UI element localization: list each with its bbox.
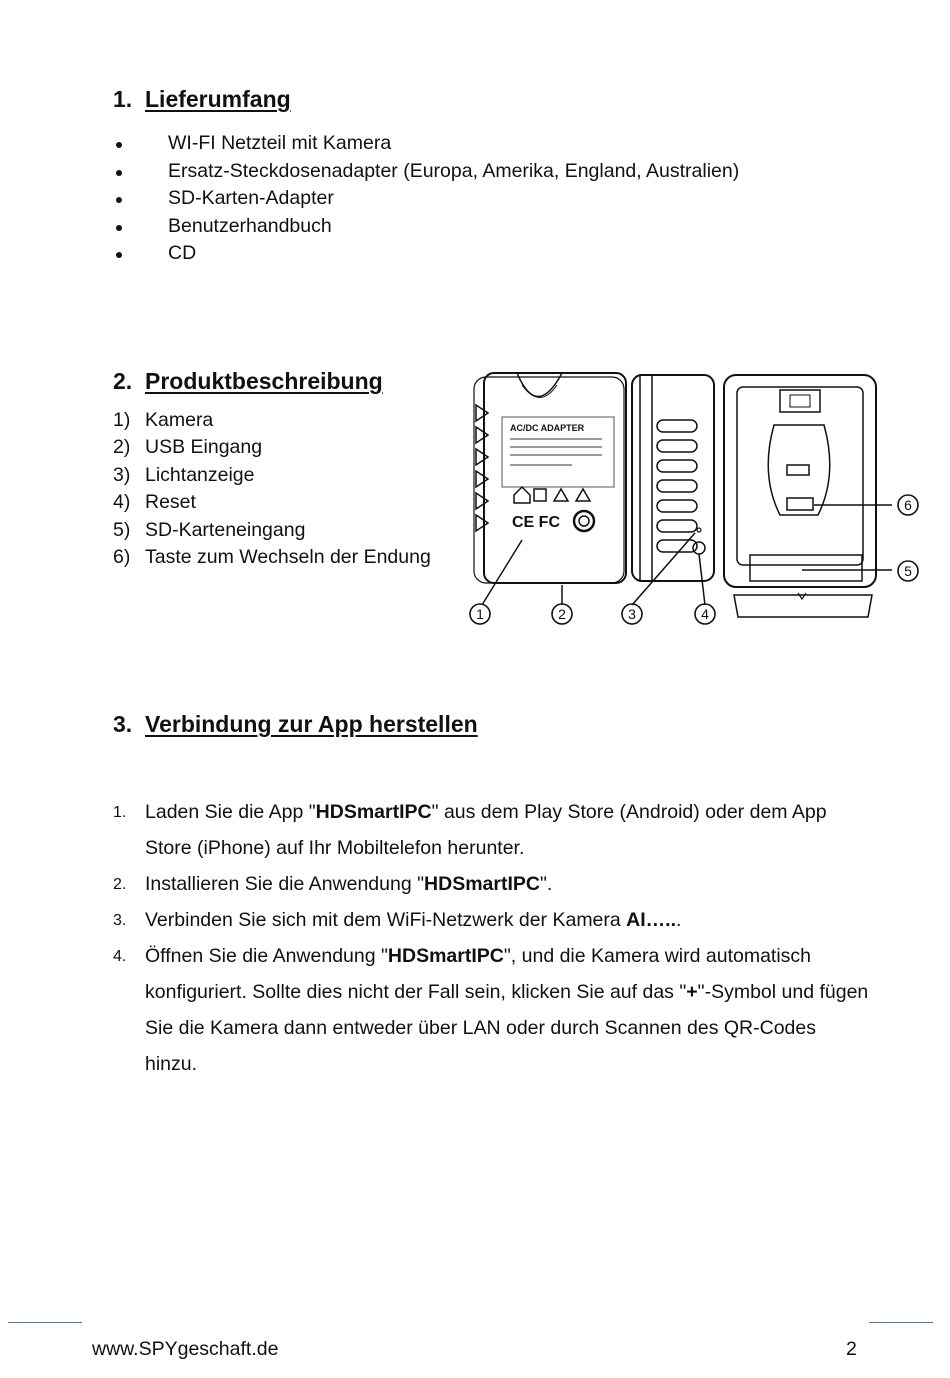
back-view	[724, 375, 892, 617]
callout-label: 2	[558, 606, 566, 622]
delivery-contents-list	[113, 130, 739, 268]
list-item	[113, 434, 431, 461]
step-text: " aus dem Play Store (Android) oder dem App Store (iPhone) auf Ihr Mobiltelefon herunter.	[145, 801, 827, 859]
step-text: Öffnen Sie die Anwendung "	[145, 945, 388, 967]
callout-label: 1	[476, 606, 484, 622]
step-number: 1.	[113, 804, 127, 821]
front-view	[474, 373, 626, 605]
footer-website: www.SPYgeschaft.de	[92, 1338, 279, 1360]
step-text: ", und die Kamera wird automatisch konfiguriert. Sollte dies nicht der Fall sein, klicken Sie auf das "	[145, 945, 812, 1003]
step-number: 4.	[113, 948, 127, 965]
part-label: SD-Karteneingang	[145, 518, 306, 541]
part-number: 2)	[113, 436, 131, 459]
step-number: 2.	[113, 876, 127, 893]
bullet-icon	[116, 197, 122, 203]
network-name: AI…..	[626, 909, 677, 931]
bullet-icon	[116, 170, 122, 176]
list-item-text: SD-Karten-Adapter	[168, 187, 334, 209]
page-number: 2	[846, 1338, 857, 1360]
section-heading-app-verbindung	[113, 711, 478, 738]
adapter-label: AC/DC ADAPTER	[510, 423, 585, 433]
section-heading-produktbeschreibung	[113, 368, 383, 395]
callout-label: 3	[628, 606, 636, 622]
list-item-text: Ersatz-Steckdosenadapter (Europa, Amerika, England, Australien)	[168, 159, 740, 182]
step-text: Verbinden Sie sich mit dem WiFi-Netzwerk der Kamera	[145, 909, 627, 931]
list-item-text: CD	[168, 242, 197, 264]
list-item	[113, 544, 431, 571]
list-item	[113, 462, 431, 489]
callout-label: 4	[701, 606, 709, 622]
list-item-text: WI-FI Netzteil mit Kamera	[168, 132, 392, 154]
part-label: Kamera	[145, 409, 214, 431]
part-number: 1)	[113, 409, 131, 431]
app-name: HDSmartIPC	[424, 873, 540, 895]
step-text: Installieren Sie die Anwendung "	[145, 873, 425, 895]
footer-rule-right	[869, 1322, 933, 1323]
step-number: 3.	[113, 912, 127, 929]
section-title: Produktbeschreibung	[145, 368, 383, 394]
list-item	[113, 185, 739, 213]
list-item	[113, 130, 739, 158]
footer-rule-left	[8, 1322, 82, 1323]
bullet-icon	[116, 252, 122, 258]
list-item	[113, 866, 873, 902]
part-label: Lichtanzeige	[145, 463, 255, 486]
part-label: USB Eingang	[145, 436, 263, 459]
bullet-icon	[116, 225, 122, 231]
app-setup-steps	[113, 794, 873, 1082]
section-title: Lieferumfang	[145, 86, 291, 112]
step-text: ".	[539, 873, 553, 895]
side-view	[632, 375, 714, 605]
device-illustration	[462, 365, 932, 635]
list-item	[113, 158, 739, 186]
callout-label: 6	[904, 497, 912, 513]
list-item	[113, 794, 873, 866]
section-heading-lieferumfang	[113, 86, 291, 113]
list-item	[113, 407, 431, 434]
list-item-text: Benutzerhandbuch	[168, 214, 332, 237]
app-name: HDSmartIPC	[315, 801, 432, 823]
section-number: 1.	[113, 86, 133, 112]
part-number: 4)	[113, 491, 131, 514]
plus-symbol: +	[686, 981, 698, 1003]
list-item	[113, 517, 431, 544]
product-parts-list	[113, 407, 431, 571]
list-item	[113, 938, 873, 1082]
part-number: 5)	[113, 518, 131, 541]
ce-fc-mark: CE FC	[512, 514, 560, 531]
list-item	[113, 213, 739, 241]
step-text: Laden Sie die App "	[145, 801, 316, 823]
app-name: HDSmartIPC	[387, 945, 504, 967]
list-item	[113, 240, 739, 268]
part-number: 3)	[113, 463, 131, 486]
part-label: Taste zum Wechseln der Endung	[145, 545, 431, 568]
section-title: Verbindung zur App herstellen	[145, 711, 478, 737]
part-label: Reset	[145, 491, 196, 514]
callout-label: 5	[904, 563, 912, 579]
section-number: 3.	[113, 711, 133, 737]
bullet-icon	[116, 142, 122, 148]
list-item	[113, 489, 431, 516]
step-text: "-Symbol und fügen Sie die Kamera dann entweder über LAN oder durch Scannen des QR-Codes hinzu.	[145, 981, 869, 1075]
step-text: .	[676, 909, 682, 931]
section-number: 2.	[113, 368, 133, 394]
part-number: 6)	[113, 545, 131, 568]
list-item	[113, 902, 873, 938]
